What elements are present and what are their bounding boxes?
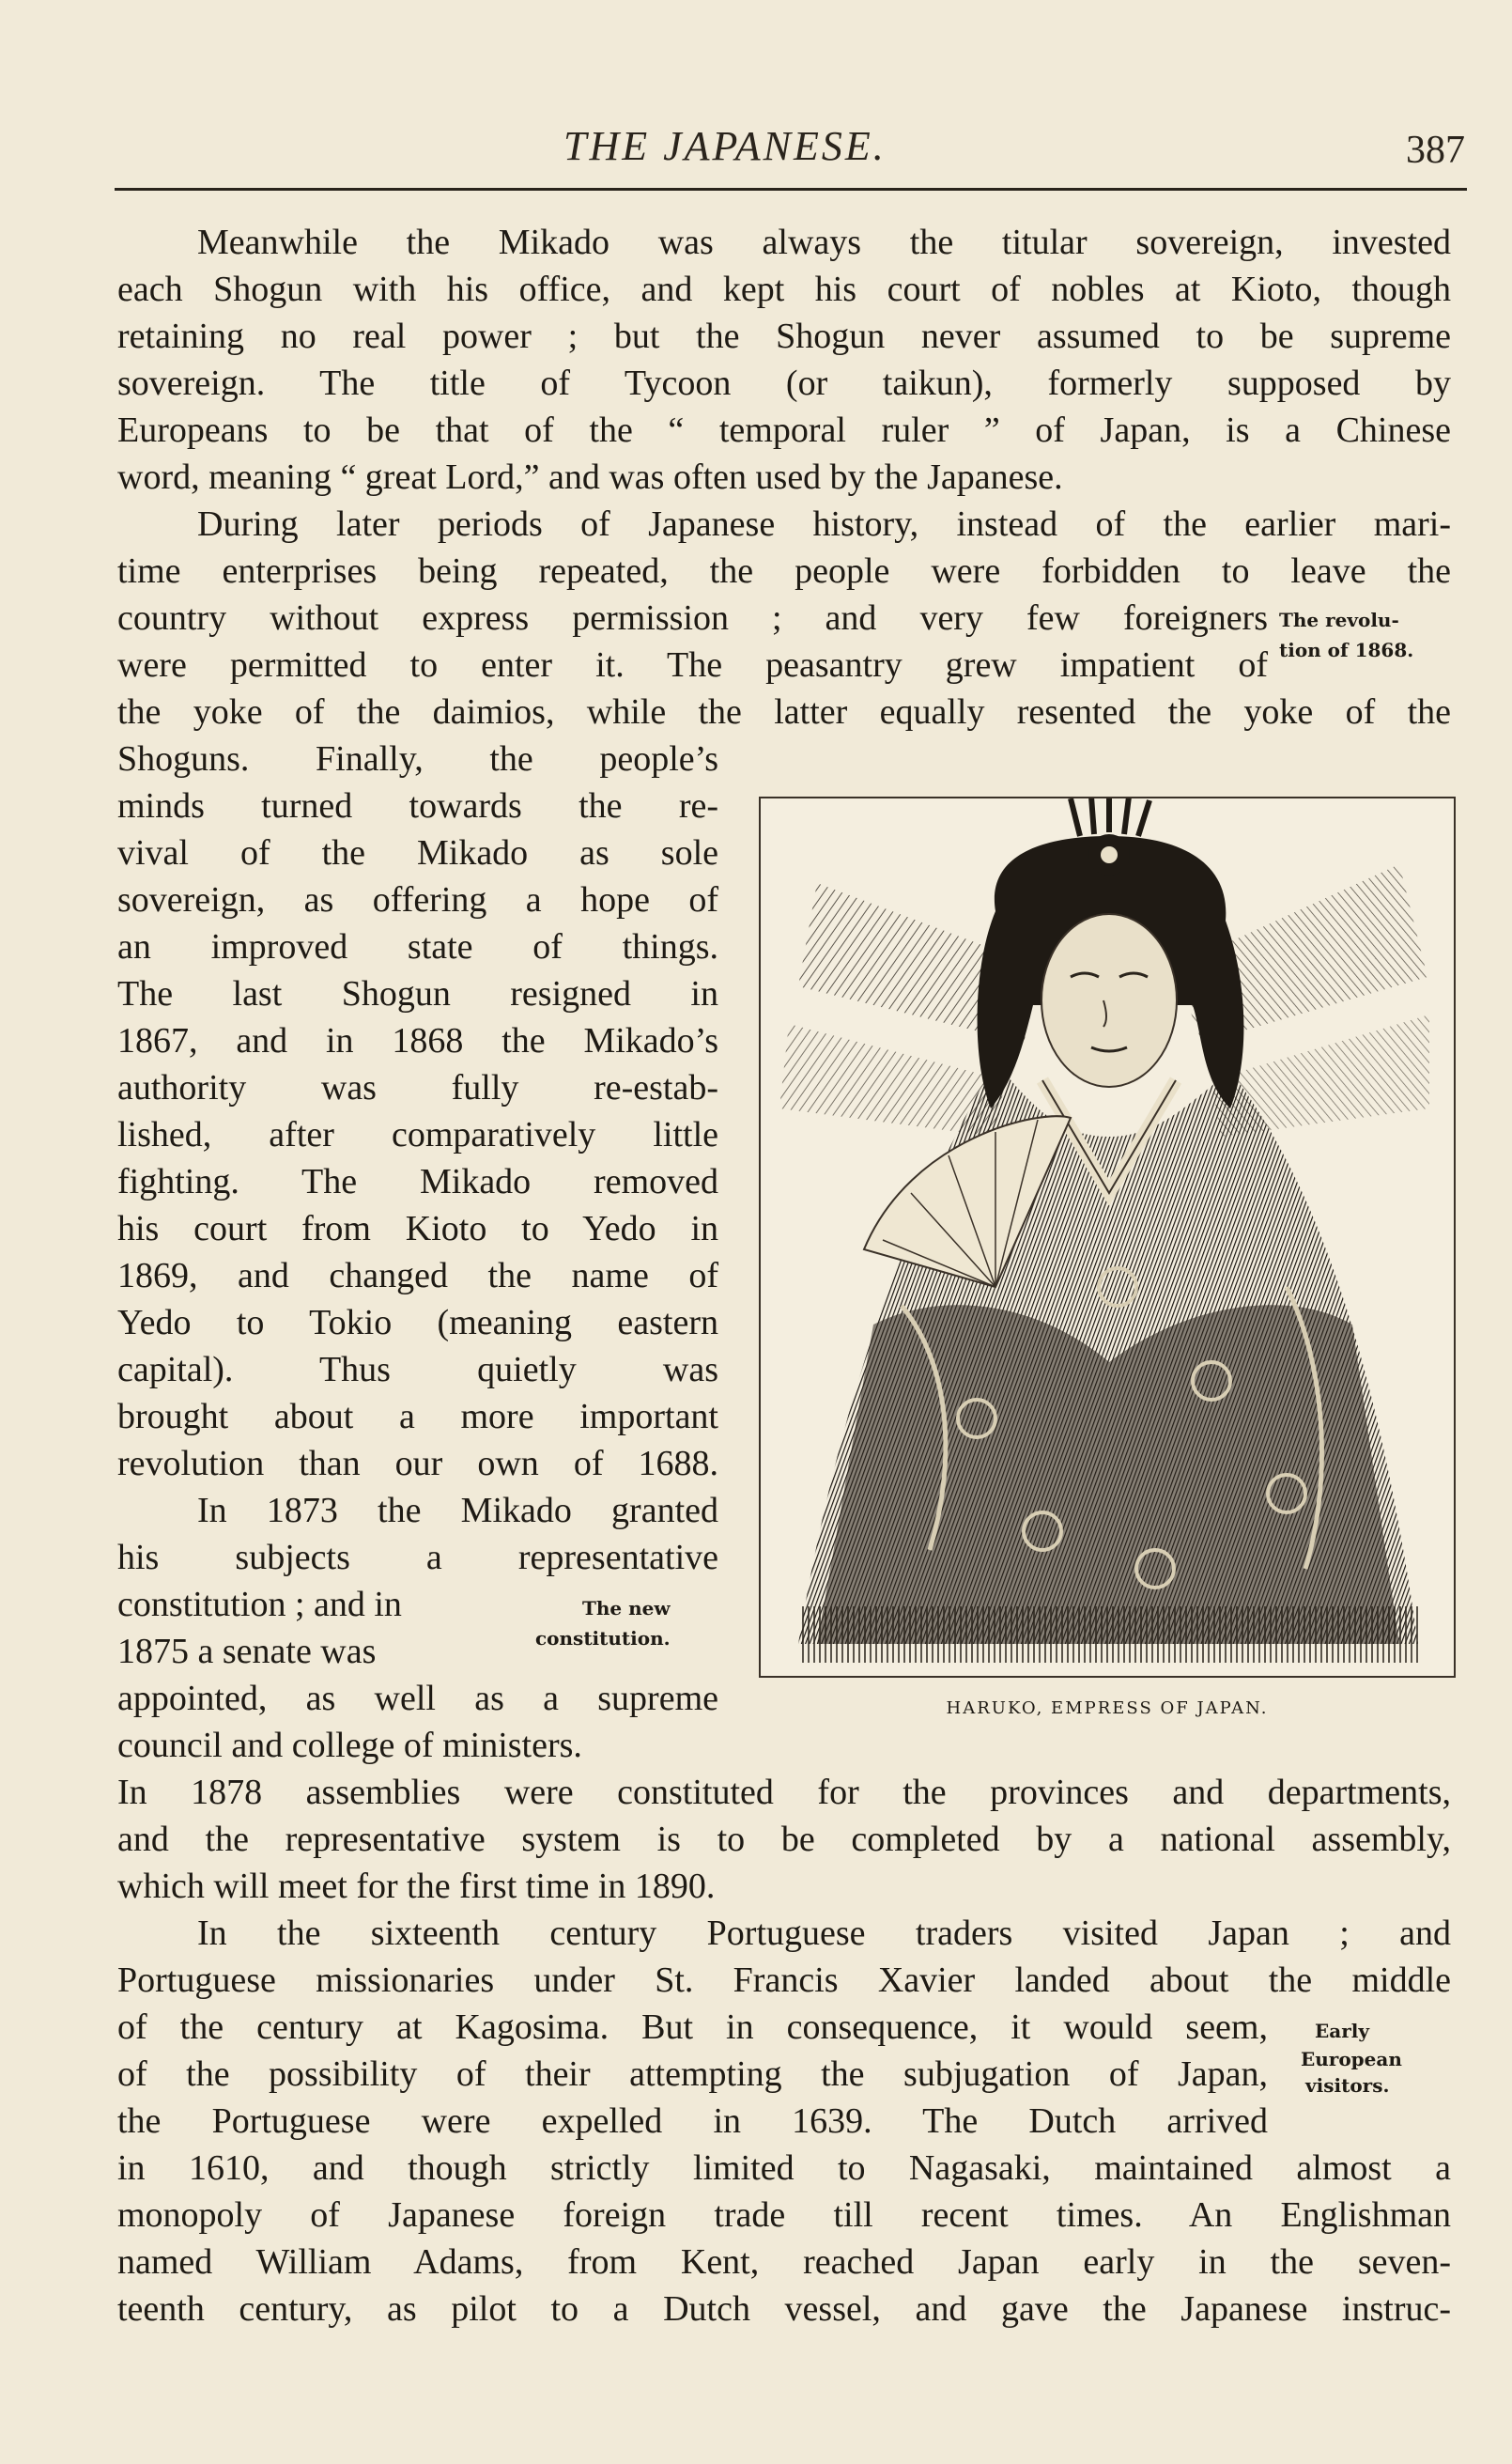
margin-note-revolution: tion of 1868. <box>1279 639 1414 661</box>
page-number: 387 <box>1406 129 1465 172</box>
text-line: During later periods of Japanese history, instead of the earlier mari- <box>197 504 1451 544</box>
margin-note-revolution: The revolu- <box>1279 609 1399 631</box>
text-line: the Portuguese were expelled in 1639. The Dutch arrived <box>117 2101 1268 2141</box>
running-header: THE JAPANESE. <box>563 123 887 169</box>
text-line: In the sixteenth century Portuguese traders visited Japan ; and <box>197 1914 1451 1953</box>
text-line: The last Shogun resigned in <box>117 974 718 1014</box>
margin-note-constitution: The new <box>582 1597 671 1619</box>
text-line: appointed, as well as a supreme <box>117 1679 718 1718</box>
text-line: Shoguns. Finally, the people’s <box>117 739 718 779</box>
text-line: country without express permission ; and very few foreigners <box>117 598 1268 638</box>
text-line: sovereign. The title of Tycoon (or taikun), formerly supposed by <box>117 364 1451 403</box>
margin-note-early-visitors: European <box>1301 2048 1402 2070</box>
text-line: and the representative system is to be completed by a national assembly, <box>117 1820 1451 1859</box>
text-line: council and college of ministers. <box>117 1726 582 1765</box>
figure-caption: HARUKO, EMPRESS OF JAPAN. <box>946 1698 1269 1718</box>
text-line: Yedo to Tokio (meaning eastern <box>117 1303 718 1342</box>
text-line: teenth century, as pilot to a Dutch vessel, and gave the Japanese instruc- <box>117 2289 1451 2329</box>
text-line: his court from Kioto to Yedo in <box>117 1209 718 1248</box>
text-line: Portuguese missionaries under St. Francis Xavier landed about the middle <box>117 1960 1451 2000</box>
text-line: capital). Thus quietly was <box>117 1350 718 1389</box>
text-line: named William Adams, from Kent, reached Japan early in the seven- <box>117 2242 1451 2282</box>
text-line: an improved state of things. <box>117 927 718 967</box>
text-line: In 1873 the Mikado granted <box>197 1491 718 1530</box>
text-line: 1869, and changed the name of <box>117 1256 718 1295</box>
text-line: brought about a more important <box>117 1397 718 1436</box>
text-line: which will meet for the first time in 1890. <box>117 1867 716 1906</box>
text-line: revolution than our own of 1688. <box>117 1444 718 1483</box>
text-line: monopoly of Japanese foreign trade till recent times. An Englishman <box>117 2195 1451 2235</box>
text-line: authority was fully re-estab- <box>117 1068 718 1108</box>
text-line: 1875 a senate was <box>117 1632 377 1671</box>
margin-note-constitution: constitution. <box>535 1627 671 1650</box>
text-line: In 1878 assemblies were constituted for the provinces and departments, <box>117 1773 1451 1812</box>
text-line: of the possibility of their attempting the subjugation of Japan, <box>117 2054 1268 2094</box>
text-line: the yoke of the daimios, while the latter equally resented the yoke of the <box>117 692 1451 732</box>
text-line: vival of the Mikado as sole <box>117 833 718 873</box>
header-rule <box>115 188 1467 191</box>
text-line: were permitted to enter it. The peasantry grew impatient of <box>117 645 1268 685</box>
text-line: retaining no real power ; but the Shogun never assumed to be supreme <box>117 317 1451 356</box>
text-line: constitution ; and in <box>117 1585 402 1624</box>
text-line: fighting. The Mikado removed <box>117 1162 718 1201</box>
text-line: minds turned towards the re- <box>117 786 718 826</box>
text-line: Meanwhile the Mikado was always the titular sovereign, invested <box>197 223 1451 262</box>
text-line: word, meaning “ great Lord,” and was often used by the Japanese. <box>117 457 1063 497</box>
text-line: his subjects a representative <box>117 1538 718 1577</box>
text-line: 1867, and in 1868 the Mikado’s <box>117 1021 718 1061</box>
engraved-portrait-icon <box>761 798 1458 1680</box>
text-line: Europeans to be that of the “ temporal ruler ” of Japan, is a Chinese <box>117 411 1451 450</box>
text-line: in 1610, and though strictly limited to Nagasaki, maintained almost a <box>117 2148 1451 2188</box>
text-line: lished, after comparatively little <box>117 1115 718 1155</box>
text-line: of the century at Kagosima. But in consequence, it would seem, <box>117 2007 1268 2047</box>
portrait-figure <box>759 797 1456 1678</box>
margin-note-early-visitors: Early <box>1315 2020 1369 2042</box>
text-line: sovereign, as offering a hope of <box>117 880 718 920</box>
text-line: each Shogun with his office, and kept his court of nobles at Kioto, though <box>117 270 1451 309</box>
text-line: time enterprises being repeated, the people were forbidden to leave the <box>117 551 1451 591</box>
margin-note-early-visitors: visitors. <box>1305 2074 1390 2097</box>
